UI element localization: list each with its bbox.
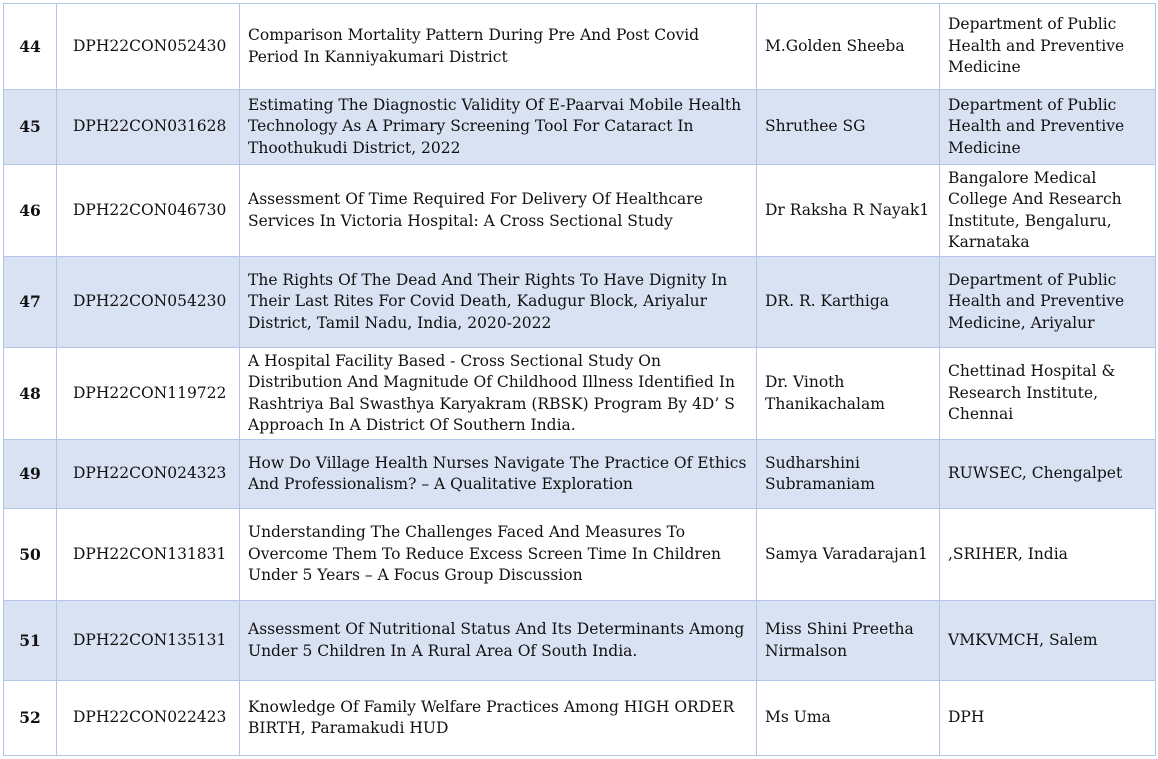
table-row <box>4 681 1156 756</box>
author-name: DR. R. Karthiga <box>757 257 940 348</box>
abstract-code: DPH22CON022423 <box>57 681 240 756</box>
abstract-code: DPH22CON131831 <box>57 509 240 601</box>
author-name: Sudharshini Subramaniam <box>757 440 940 509</box>
row-number: 48 <box>4 348 57 440</box>
table-row <box>4 440 1156 509</box>
table-row <box>4 601 1156 681</box>
institution: ,SRIHER, India <box>940 509 1156 601</box>
abstract-code: DPH22CON052430 <box>57 4 240 90</box>
institution: Department of Public Health and Preventive Medicine <box>940 4 1156 90</box>
abstract-code: DPH22CON024323 <box>57 440 240 509</box>
institution: Bangalore Medical College And Research Institute, Bengaluru, Karnataka <box>940 165 1156 257</box>
abstract-title: Assessment Of Nutritional Status And Its Determinants Among Under 5 Children In A Rural Area Of South India. <box>240 601 757 681</box>
institution: Department of Public Health and Preventive Medicine, Ariyalur <box>940 257 1156 348</box>
row-number: 45 <box>4 90 57 165</box>
abstract-code: DPH22CON046730 <box>57 165 240 257</box>
abstract-title: The Rights Of The Dead And Their Rights To Have Dignity In Their Last Rites For Covid Death, Kadugur Block, Ariyalur District, Tamil Nadu, India, 2020-2022 <box>240 257 757 348</box>
table-row <box>4 4 1156 90</box>
abstract-code: DPH22CON119722 <box>57 348 240 440</box>
row-number: 51 <box>4 601 57 681</box>
table-row <box>4 165 1156 257</box>
abstract-code: DPH22CON031628 <box>57 90 240 165</box>
table-row <box>4 348 1156 440</box>
abstract-title: Understanding The Challenges Faced And Measures To Overcome Them To Reduce Excess Screen Time In Children Under 5 Years – A Focus Group Discussion <box>240 509 757 601</box>
abstract-table <box>3 3 1156 756</box>
table-row <box>4 257 1156 348</box>
abstract-title: How Do Village Health Nurses Navigate The Practice Of Ethics And Professionalism? – A Qualitative Exploration <box>240 440 757 509</box>
author-name: Dr Raksha R Nayak1 <box>757 165 940 257</box>
row-number: 52 <box>4 681 57 756</box>
abstract-title: Assessment Of Time Required For Delivery Of Healthcare Services In Victoria Hospital: A Cross Sectional Study <box>240 165 757 257</box>
row-number: 50 <box>4 509 57 601</box>
row-number: 47 <box>4 257 57 348</box>
table-row <box>4 90 1156 165</box>
abstract-code: DPH22CON054230 <box>57 257 240 348</box>
row-number: 49 <box>4 440 57 509</box>
author-name: Shruthee SG <box>757 90 940 165</box>
author-name: Dr. Vinoth Thanikachalam <box>757 348 940 440</box>
abstract-title: A Hospital Facility Based - Cross Sectional Study On Distribution And Magnitude Of Childhood Illness Identified In Rashtriya Bal Swasthya Karyakram (RBSK) Program By 4D’ S Approach In A District Of Southern India. <box>240 348 757 440</box>
author-name: Ms Uma <box>757 681 940 756</box>
institution: Chettinad Hospital & Research Institute, Chennai <box>940 348 1156 440</box>
abstract-title: Knowledge Of Family Welfare Practices Among HIGH ORDER BIRTH, Paramakudi HUD <box>240 681 757 756</box>
institution: Department of Public Health and Preventive Medicine <box>940 90 1156 165</box>
abstract-title: Estimating The Diagnostic Validity Of E-Paarvai Mobile Health Technology As A Primary Screening Tool For Cataract In Thoothukudi District, 2022 <box>240 90 757 165</box>
author-name: M.Golden Sheeba <box>757 4 940 90</box>
institution: DPH <box>940 681 1156 756</box>
row-number: 46 <box>4 165 57 257</box>
author-name: Miss Shini Preetha Nirmalson <box>757 601 940 681</box>
institution: RUWSEC, Chengalpet <box>940 440 1156 509</box>
author-name: Samya Varadarajan1 <box>757 509 940 601</box>
institution: VMKVMCH, Salem <box>940 601 1156 681</box>
row-number: 44 <box>4 4 57 90</box>
table-row <box>4 509 1156 601</box>
abstract-title: Comparison Mortality Pattern During Pre And Post Covid Period In Kanniyakumari District <box>240 4 757 90</box>
abstract-code: DPH22CON135131 <box>57 601 240 681</box>
